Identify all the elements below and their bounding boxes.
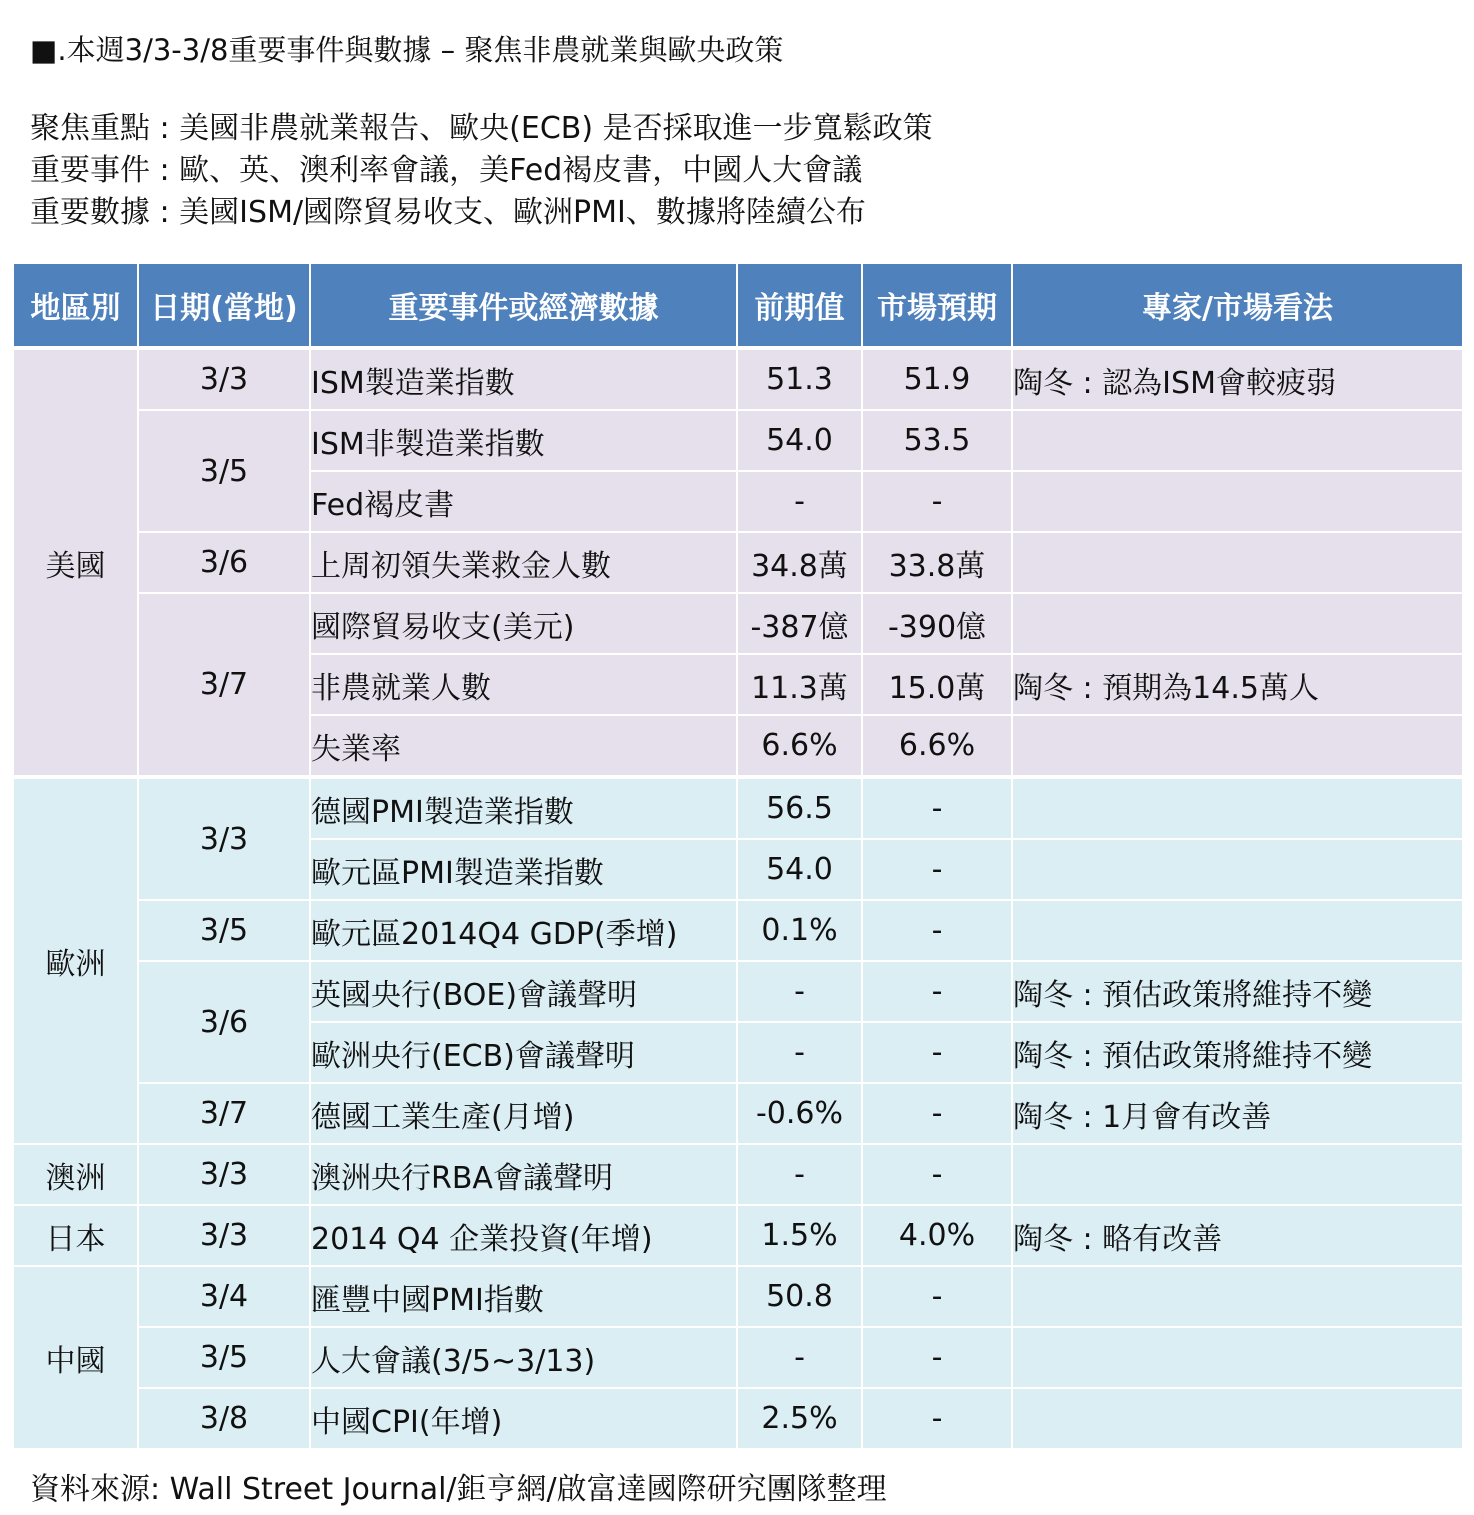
event-cell: 歐元區PMI製造業指數 xyxy=(310,839,737,900)
event-cell: 國際貿易收支(美元) xyxy=(310,593,737,654)
header-region: 地區別 xyxy=(13,264,138,348)
focus-summary xyxy=(30,108,933,234)
view-cell xyxy=(1012,1327,1463,1388)
view-cell: 陶冬 : 認為ISM會較疲弱 xyxy=(1012,348,1463,410)
view-cell xyxy=(1012,777,1463,839)
date-cell: 3/5 xyxy=(138,410,310,532)
previous-cell: 50.8 xyxy=(737,1266,862,1327)
header-previous: 前期值 xyxy=(737,264,862,348)
forecast-cell: 6.6% xyxy=(862,715,1012,777)
focus-line-events: 重要事件 : 歐、英、澳利率會議，美Fed褐皮書，中國人大會議 xyxy=(30,153,863,188)
table-row xyxy=(13,410,1463,471)
table-row xyxy=(13,532,1463,593)
event-cell: 澳洲央行RBA會議聲明 xyxy=(310,1144,737,1205)
forecast-cell: - xyxy=(862,471,1012,532)
forecast-cell: - xyxy=(862,839,1012,900)
view-cell: 陶冬 : 預期為14.5萬人 xyxy=(1012,654,1463,715)
table-row xyxy=(13,900,1463,961)
header-forecast: 市場預期 xyxy=(862,264,1012,348)
event-cell: 人大會議(3/5~3/13) xyxy=(310,1327,737,1388)
table-row xyxy=(13,961,1463,1022)
event-cell: 歐元區2014Q4 GDP(季增) xyxy=(310,900,737,961)
region-cell: 歐洲 xyxy=(13,777,138,1144)
view-cell: 陶冬 : 預估政策將維持不變 xyxy=(1012,1022,1463,1083)
event-cell: 德國PMI製造業指數 xyxy=(310,777,737,839)
region-cell: 中國 xyxy=(13,1266,138,1449)
event-cell: 非農就業人數 xyxy=(310,654,737,715)
event-cell: 歐洲央行(ECB)會議聲明 xyxy=(310,1022,737,1083)
focus-line-highlight: 聚焦重點 : 美國非農就業報告、歐央(ECB) 是否採取進一步寬鬆政策 xyxy=(30,111,933,146)
forecast-cell: - xyxy=(862,900,1012,961)
view-cell xyxy=(1012,715,1463,777)
table-row xyxy=(13,348,1463,410)
view-cell xyxy=(1012,1266,1463,1327)
event-cell: 德國工業生產(月增) xyxy=(310,1083,737,1144)
event-cell: 匯豐中國PMI指數 xyxy=(310,1266,737,1327)
view-cell: 陶冬 : 預估政策將維持不變 xyxy=(1012,961,1463,1022)
region-cell: 澳洲 xyxy=(13,1144,138,1205)
source-note: 資料來源: Wall Street Journal/鉅亨網/啟富達國際研究團隊整理 xyxy=(30,1472,887,1507)
previous-cell: - xyxy=(737,1144,862,1205)
view-cell xyxy=(1012,471,1463,532)
previous-cell: - xyxy=(737,1022,862,1083)
view-cell: 陶冬 : 略有改善 xyxy=(1012,1205,1463,1266)
forecast-cell: 4.0% xyxy=(862,1205,1012,1266)
table-row xyxy=(13,777,1463,839)
date-cell: 3/3 xyxy=(138,1205,310,1266)
date-cell: 3/6 xyxy=(138,961,310,1083)
date-cell: 3/3 xyxy=(138,348,310,410)
forecast-cell: - xyxy=(862,1083,1012,1144)
table-row xyxy=(13,1266,1463,1327)
event-cell: 中國CPI(年增) xyxy=(310,1388,737,1449)
forecast-cell: - xyxy=(862,1266,1012,1327)
previous-cell: - xyxy=(737,1327,862,1388)
date-cell: 3/7 xyxy=(138,593,310,777)
view-cell xyxy=(1012,900,1463,961)
table-row xyxy=(13,1083,1463,1144)
view-cell xyxy=(1012,410,1463,471)
date-cell: 3/3 xyxy=(138,1144,310,1205)
previous-cell: 34.8萬 xyxy=(737,532,862,593)
focus-line-data: 重要數據 : 美國ISM/國際貿易收支、歐洲PMI、數據將陸續公布 xyxy=(30,195,866,230)
event-cell: 失業率 xyxy=(310,715,737,777)
event-cell: ISM非製造業指數 xyxy=(310,410,737,471)
date-cell: 3/5 xyxy=(138,1327,310,1388)
previous-cell: 2.5% xyxy=(737,1388,862,1449)
previous-cell: 6.6% xyxy=(737,715,862,777)
previous-cell: 0.1% xyxy=(737,900,862,961)
event-cell: 2014 Q4 企業投資(年增) xyxy=(310,1205,737,1266)
date-cell: 3/8 xyxy=(138,1388,310,1449)
view-cell xyxy=(1012,593,1463,654)
forecast-cell: - xyxy=(862,1144,1012,1205)
view-cell xyxy=(1012,839,1463,900)
forecast-cell: - xyxy=(862,1388,1012,1449)
forecast-cell: 33.8萬 xyxy=(862,532,1012,593)
table-row xyxy=(13,593,1463,654)
region-cell: 日本 xyxy=(13,1205,138,1266)
forecast-cell: - xyxy=(862,777,1012,839)
forecast-cell: 15.0萬 xyxy=(862,654,1012,715)
table-row xyxy=(13,1144,1463,1205)
previous-cell: 54.0 xyxy=(737,410,862,471)
table-header-row xyxy=(13,264,1463,348)
date-cell: 3/7 xyxy=(138,1083,310,1144)
previous-cell: -387億 xyxy=(737,593,862,654)
events-table xyxy=(12,264,1464,1450)
table-row xyxy=(13,1327,1463,1388)
previous-cell: 11.3萬 xyxy=(737,654,862,715)
date-cell: 3/6 xyxy=(138,532,310,593)
previous-cell: -0.6% xyxy=(737,1083,862,1144)
header-view: 專家/市場看法 xyxy=(1012,264,1463,348)
event-cell: Fed褐皮書 xyxy=(310,471,737,532)
date-cell: 3/4 xyxy=(138,1266,310,1327)
forecast-cell: 51.9 xyxy=(862,348,1012,410)
previous-cell: 1.5% xyxy=(737,1205,862,1266)
view-cell xyxy=(1012,1388,1463,1449)
previous-cell: 54.0 xyxy=(737,839,862,900)
table-row xyxy=(13,1388,1463,1449)
forecast-cell: - xyxy=(862,1022,1012,1083)
date-cell: 3/5 xyxy=(138,900,310,961)
event-cell: 英國央行(BOE)會議聲明 xyxy=(310,961,737,1022)
forecast-cell: - xyxy=(862,1327,1012,1388)
region-cell: 美國 xyxy=(13,348,138,777)
previous-cell: - xyxy=(737,471,862,532)
header-date: 日期(當地) xyxy=(138,264,310,348)
previous-cell: 56.5 xyxy=(737,777,862,839)
previous-cell: 51.3 xyxy=(737,348,862,410)
forecast-cell: -390億 xyxy=(862,593,1012,654)
forecast-cell: 53.5 xyxy=(862,410,1012,471)
date-cell: 3/3 xyxy=(138,777,310,900)
event-cell: ISM製造業指數 xyxy=(310,348,737,410)
table-row xyxy=(13,1205,1463,1266)
page-title: ■.本週3/3-3/8重要事件與數據 – 聚焦非農就業與歐央政策 xyxy=(30,33,784,67)
view-cell xyxy=(1012,1144,1463,1205)
view-cell xyxy=(1012,532,1463,593)
previous-cell: - xyxy=(737,961,862,1022)
event-cell: 上周初領失業救金人數 xyxy=(310,532,737,593)
forecast-cell: - xyxy=(862,961,1012,1022)
view-cell: 陶冬 : 1月會有改善 xyxy=(1012,1083,1463,1144)
header-event: 重要事件或經濟數據 xyxy=(310,264,737,348)
